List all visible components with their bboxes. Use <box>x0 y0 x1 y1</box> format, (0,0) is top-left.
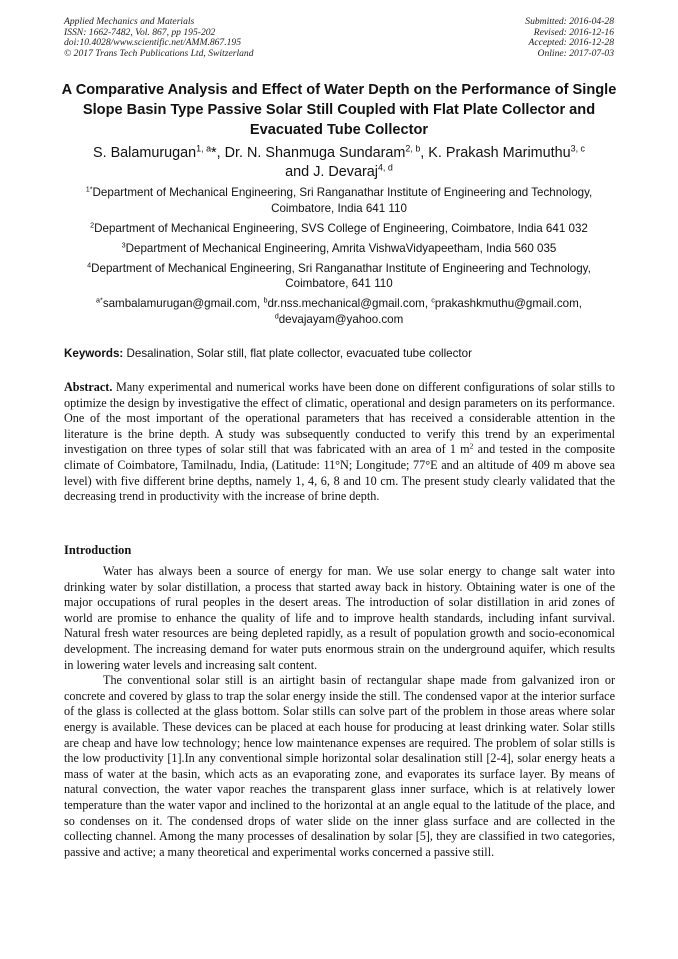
abstract-text: Many experimental and numerical works have been done on different configurations of solar stills to optimize the design by investigative the effect of climatic, operational and design parameters on its performance. One of the most important of the operational parameters that has received a considerable attention in the literature is the brine depth. A study was subsequently conducted to verify this trend by an experimental investigation on three types of solar still that was fabricated with an area of 1 m <box>64 380 615 457</box>
affiliation-superscript: 4 <box>87 260 92 270</box>
author-separator: and <box>285 164 314 180</box>
email-list <box>60 296 618 327</box>
affiliations <box>60 185 618 332</box>
author-name: J. Devaraj <box>313 164 378 180</box>
affiliation <box>60 221 618 237</box>
affiliation-text: Department of Mechanical Engineering, Amrita VishwaVidyapeetham, India 560 035 <box>125 241 557 255</box>
journal-copyright: © 2017 Trans Tech Publications Ltd, Switzerland <box>64 47 254 59</box>
journal-doi: doi:10.4028/www.scientific.net/AMM.867.195 <box>64 37 242 49</box>
author-list <box>40 144 638 182</box>
email-superscript: d <box>274 311 279 321</box>
keywords <box>64 346 619 361</box>
date-revised: Revised: 2016-12-16 <box>533 26 614 38</box>
area-unit-superscript: 2 <box>469 441 474 451</box>
abstract-text: and tested in the composite climate of Coimbatore, Tamilnadu, India, (Latitude: 11°N; Longitude; 77°E and an altitude of 409 m above sea level) with five different brine depths, namely 1, 4, 6, 8 and 10 cm. The present study clearly validated that the decreasing trend in productivity with the increase of brine depth. <box>64 442 615 504</box>
author-name: S. Balamurugan <box>92 145 197 161</box>
email-link[interactable]: dr.nss.mechanical@gmail.com, <box>267 297 432 310</box>
email-superscript: c <box>431 295 435 305</box>
journal-issn: ISSN: 1662-7482, Vol. 867, pp 195-202 <box>64 26 216 38</box>
affiliation-text: Department of Mechanical Engineering, Sri Ranganathar Institute of Engineering and Technology, Coimbatore, 641 110 <box>91 261 591 290</box>
author-name: Dr. N. Shanmuga Sundaram <box>224 145 406 161</box>
date-accepted: Accepted: 2016-12-28 <box>528 37 614 49</box>
author-superscript: 3, c <box>570 143 586 154</box>
abstract-label: Abstract. <box>64 380 113 394</box>
journal-info <box>64 17 254 59</box>
affiliation-text: Department of Mechanical Engineering, SVS College of Engineering, Coimbatore, India 641 032 <box>94 221 588 235</box>
date-online: Online: 2017-07-03 <box>537 47 614 59</box>
email-link[interactable]: devajayam@yahoo.com <box>278 312 404 326</box>
publication-dates <box>525 17 614 59</box>
email-superscript: b <box>263 295 268 305</box>
affiliation-superscript: 1* <box>85 184 93 194</box>
email-superscript: a* <box>96 295 103 305</box>
keywords-label: Keywords: <box>64 347 124 360</box>
affiliation <box>60 241 618 257</box>
introduction-heading: Introduction <box>64 543 132 557</box>
date-submitted: Submitted: 2016-04-28 <box>525 16 614 27</box>
paragraph: Water has always been a source of energy for man. We use solar energy to change salt water into drinking water by solar distillation, a process that started away back in history. Obtaining water is one of the major occupations of rural peoples in the desert areas. The introduction of solar distillation in arid zones of world are promise to enhance the quality of life and to improve health standards, including infant survival. Natural fresh water resources are being depleted rapidly, as a result of population growth and socio-economical development. The increasing demand for water puts enormous strain on the underground aquifer, which results in lowering water levels and increasing salt content. <box>64 564 615 672</box>
author-name: K. Prakash Marimuthu <box>428 145 571 161</box>
author-separator: *, <box>211 145 225 161</box>
introduction-body <box>64 564 615 860</box>
author-superscript: 2, b <box>405 143 421 154</box>
author-separator: , <box>420 145 429 161</box>
keywords-text: Desalination, Solar still, flat plate collector, evacuated tube collector <box>126 347 472 360</box>
paragraph: The conventional solar still is an airtight basin of rectangular shape made from galvanized iron or concrete and covered by glass to trap the solar energy inside the still. The condensed vapor at the interior surface of the glass is collected at the glass bottom. Solar stills can solve part of the problem in those areas where solar energy is available. These devices can be placed at each house for producing at least drinking water. Solar stills are cheap and have low technology; hence low maintenance expenses are required. The problem of solar stills is the low productivity [1].In any conventional simple horizontal solar desalination still [2-4], solar energy heats a mass of water at the basin, which acts as an evaporating zone, and evaporates its surface layer. By means of natural convection, the water vapor reaches the transparent glass inner surface, which is at relatively lower temperature than the water vapor and inclined to the horizontal at an angle equal to the latitude of the place, and so condenses on it. The condensed drops of water slide on the inner glass surface and are collected in the collecting channel. Among the many processes of desalination by solar [5], they are classified in two categories, passive and active; a many theoretical and experimental works concerned a passive still. <box>64 673 615 859</box>
author-superscript: 4, d <box>377 162 393 173</box>
paper-title: A Comparative Analysis and Effect of Water Depth on the Performance of Single Slope Basin Type Passive Solar Still Coupled with Flat Plate Collector and Evacuated Tube Collector <box>61 82 617 138</box>
affiliation <box>60 185 618 216</box>
abstract <box>64 380 615 505</box>
affiliation <box>60 261 618 292</box>
affiliation-superscript: 3 <box>121 240 126 250</box>
affiliation-superscript: 2 <box>90 220 95 230</box>
author-superscript: 1, a <box>196 143 212 154</box>
email-link[interactable]: sambalamurugan@gmail.com, <box>102 297 264 310</box>
email-link[interactable]: prakashkmuthu@gmail.com, <box>434 297 582 310</box>
journal-name: Applied Mechanics and Materials <box>64 16 195 27</box>
affiliation-text: Department of Mechanical Engineering, Sri Ranganathar Institute of Engineering and Technology, Coimbatore, India 641 110 <box>92 186 593 215</box>
